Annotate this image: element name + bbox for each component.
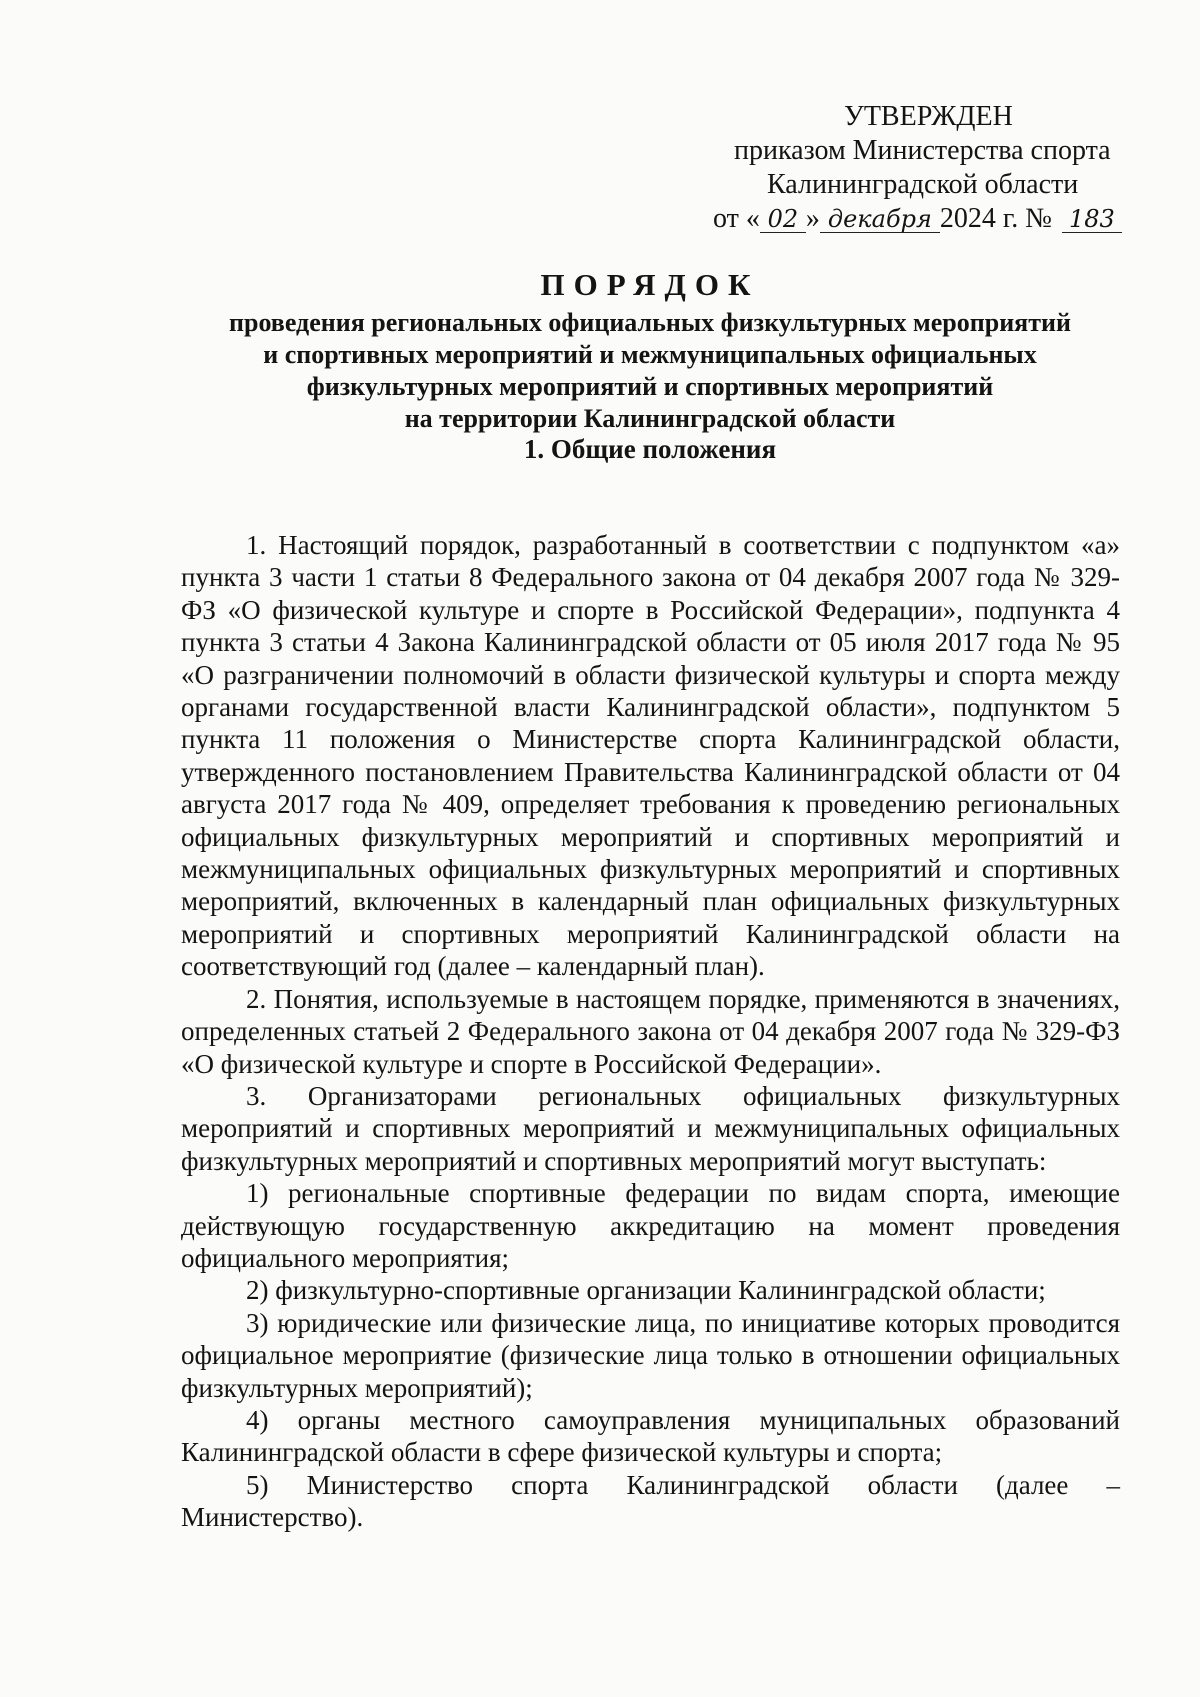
paragraph: 1. Настоящий порядок, разработанный в соответствии с подпунктом «а» пункта 3 части 1 статьи 8 Федерального закона от 04 декабря 2007 года № 329-ФЗ «О физической культуре и спорте в Российской Федерации», подпункта 4 пункта 3 статьи 4 Закона Калининградской области от 05 июля 2017 года № 95 «О разграничении полномочий в области физической культуры и спорта между органами государственной власти Калининградской области», подпунктом 5 пункта 11 положения о Министерстве спорта Калининградской области, утвержденного постановлением Правительства Калининградской области от 04 августа 2017 года № 409, определяет требования к проведению региональных официальных физкультурных мероприятий и спортивных мероприятий и межмуниципальных официальных физкультурных мероприятий и спортивных мероприятий, включенных в календарный план официальных физкультурных мероприятий и спортивных мероприятий Калининградской области на соответствующий год (далее – календарный план). <box>181 530 1120 982</box>
list-item: 5) Министерство спорта Калининградской области (далее – Министерство). <box>181 1469 1120 1533</box>
date-year: 2024 г. № <box>939 203 1052 234</box>
subtitle-line: проведения региональных официальных физкультурных мероприятий <box>229 308 1071 337</box>
approval-order-line: приказом Министерства спорта <box>734 135 1111 166</box>
paragraph: 3. Организаторами региональных официальных физкультурных мероприятий и спортивных мероприятий и межмуниципальных официальных физкультурных мероприятий и спортивных мероприятий могут выступать: <box>181 1080 1120 1176</box>
approval-stamp <box>690 100 1120 236</box>
list-item: 3) юридические или физические лица, по инициативе которых проводится официальное мероприятие (физические лица только в отношении официальных физкультурных мероприятий); <box>181 1307 1120 1403</box>
subtitle-line: физкультурных мероприятий и спортивных мероприятий <box>306 372 994 401</box>
date-mid: » <box>805 203 820 234</box>
list-item: 4) органы местного самоуправления муниципальных образований Калининградской области в сфере физической культуры и спорта; <box>181 1404 1120 1468</box>
section-heading: 1. Общие положения <box>523 434 777 464</box>
list-item: 2) физкультурно-спортивные организации Калининградской области; <box>246 1275 1046 1306</box>
document-title: ПОРЯДОК <box>540 267 760 302</box>
subtitle-line: на территории Калининградской области <box>404 404 896 433</box>
document-body <box>181 529 1120 1534</box>
subtitle-line: и спортивных мероприятий и межмуниципальных официальных <box>263 340 1037 369</box>
list-item: 1) региональные спортивные федерации по видам спорта, имеющие действующую государственную аккредитацию на момент проведения официального мероприятия; <box>181 1178 1120 1273</box>
handwritten-day: 02 <box>760 206 806 233</box>
handwritten-order-number: 183 <box>1062 206 1122 233</box>
handwritten-month: декабря <box>820 206 940 233</box>
approval-region-line: Калининградской области <box>767 169 1079 200</box>
date-prefix: от « <box>713 203 760 234</box>
paragraph: 2. Понятия, используемые в настоящем порядке, применяются в значениях, определенных статьей 2 Федерального закона от 04 декабря 2007 года № 329-ФЗ «О физической культуре и спорте в Российской Федерации». <box>181 983 1120 1079</box>
document-title-block <box>180 265 1120 435</box>
approval-title: УТВЕРЖДЕН <box>844 101 1013 132</box>
approval-date-line <box>690 202 1120 236</box>
document-subtitle <box>180 307 1120 435</box>
